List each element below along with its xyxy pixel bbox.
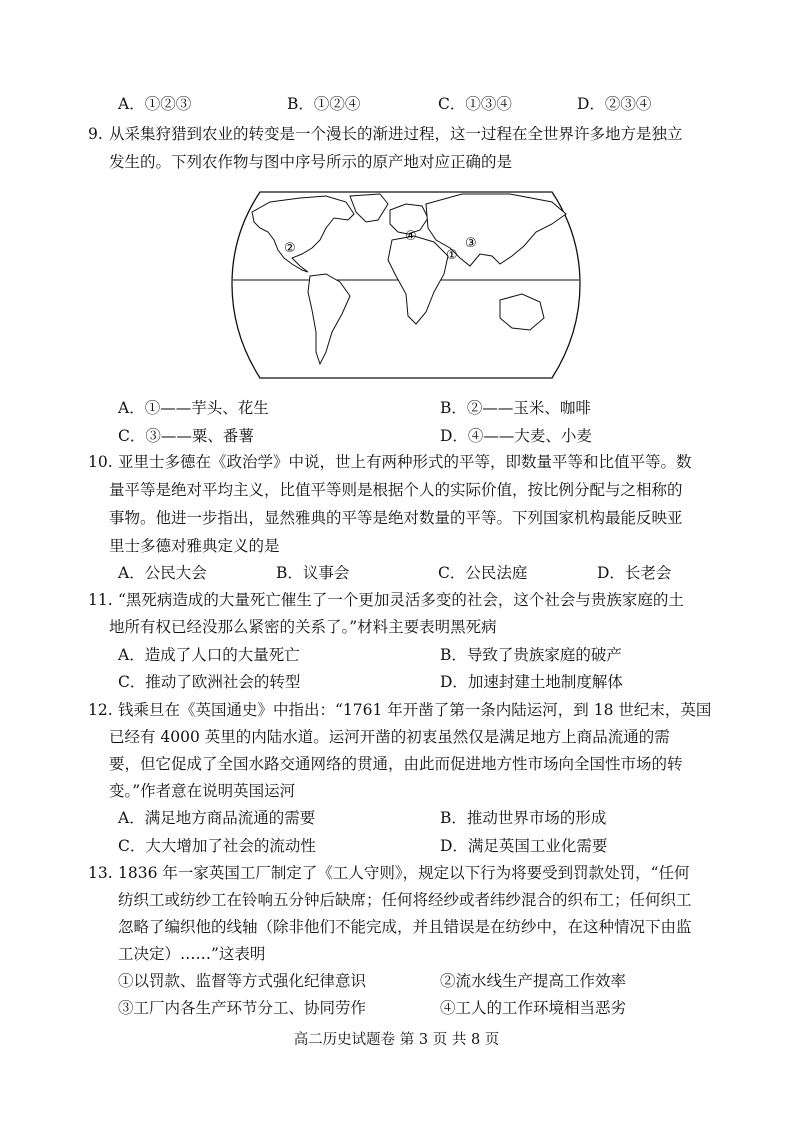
q12-stem-line-3: 要，但它促成了全国水路交通网络的贯通，由此而促进地方性市场向全国性市场的转 (109, 755, 683, 773)
q13-stem-line-4: 工决定）……”这表明 (118, 945, 266, 963)
q12-option-d: D．满足英国工业化需要 (440, 837, 608, 855)
q12-stem-line-2: 已经有 4000 英里的内陆水道。运河开凿的初衷虽然仅是满足地方上商品流通的需 (109, 728, 670, 746)
q10-option-a: A．公民大会 (118, 564, 207, 582)
q13-statement-4: ④工人的工作环境相当恶劣 (440, 999, 627, 1017)
q9-option-b: B．②——玉米、咖啡 (440, 399, 591, 417)
q13-stem-line-2: 纺织工或纺纱工在铃响五分钟后缺席；任何将经纱或者纬纱混合的织布工；任何织工 (118, 891, 692, 909)
q12-stem-line-1: 钱乘旦在《英国通史》中指出：“1761 年开凿了第一条内陆运河，到 18 世纪末，英国 (118, 701, 712, 719)
q13-statement-3: ③工厂内各生产环节分工、协同劳作 (118, 999, 367, 1017)
q9-option-d: D．④——大麦、小麦 (440, 427, 592, 445)
q10-stem-line-3: 事物。他进一步指出，显然雅典的平等是绝对数量的平等。下列国家机构最能反映亚 (109, 509, 683, 527)
marker-4 (405, 229, 417, 244)
q12-option-c: C．大大增加了社会的流动性 (118, 837, 316, 855)
q9-option-c: C．③——粟、番薯 (118, 427, 254, 445)
q11-option-c: C．推动了欧洲社会的转型 (118, 673, 301, 691)
q8-option-c: C．①③④ (438, 95, 512, 113)
q8-option-a: A．①②③ (118, 95, 192, 113)
q11-option-a: A．造成了人口的大量死亡 (118, 646, 300, 664)
marker-1 (446, 248, 458, 263)
world-map (230, 184, 582, 384)
q11-stem-line-2: 地所有权已经没那么紧密的关系了。”材料主要表明黑死病 (109, 618, 497, 636)
q12-option-b: B．推动世界市场的形成 (440, 809, 607, 827)
q12-stem-line-4: 变。”作者意在说明英国运河 (109, 782, 296, 800)
q13-statement-2: ②流水线生产提高工作效率 (440, 972, 627, 990)
q11-stem-line-1: “黑死病造成的大量死亡催生了一个更加灵活多变的社会，这个社会与贵族家庭的土 (118, 591, 684, 609)
q13-stem-line-1: 1836 年一家英国工厂制定了《工人守则》，规定以下行为将要受到罚款处罚，“任何 (118, 864, 690, 882)
marker-3 (465, 236, 477, 251)
q9-number: 9. (88, 125, 103, 143)
q13-stem-line-3: 忽略了编织他的线轴（除非他们不能完成，并且错误是在纺纱中，在这种情况下由监 (118, 918, 692, 936)
q13-number: 13. (88, 864, 113, 882)
q9-stem-line-1: 从采集狩猎到农业的转变是一个漫长的渐进过程，这一过程在全世界许多地方是独立 (109, 125, 683, 143)
q10-option-b: B．议事会 (276, 564, 350, 582)
q10-stem-line-4: 里士多德对雅典定义的是 (109, 537, 280, 555)
q10-stem-line-1: 亚里士多德在《政治学》中说，世上有两种形式的平等，即数量平等和比值平等。数 (118, 453, 692, 471)
q12-option-a: A．满足地方商品流通的需要 (118, 809, 316, 827)
q13-statement-1: ①以罚款、监督等方式强化纪律意识 (118, 972, 367, 990)
q10-option-c: C．公民法庭 (438, 564, 528, 582)
q10-option-d: D．长老会 (597, 564, 672, 582)
svg-text:③: ③ (465, 236, 477, 251)
q11-number: 11. (88, 591, 113, 609)
q8-option-b: B．①②④ (287, 95, 361, 113)
marker-2 (284, 241, 296, 256)
q12-number: 12. (88, 701, 113, 719)
q9-stem-line-2: 发生的。下列农作物与图中序号所示的原产地对应正确的是 (109, 153, 513, 171)
q8-option-d: D．②③④ (577, 95, 652, 113)
q9-option-a: A．①——芋头、花生 (118, 399, 269, 417)
page-footer: 高二历史试题卷 第 3 页 共 8 页 (293, 1032, 500, 1048)
q10-number: 10. (88, 453, 113, 471)
q11-option-b: B．导致了贵族家庭的破产 (440, 646, 622, 664)
q10-stem-line-2: 量平等是绝对平均主义，比值平等则是根据个人的实际价值，按比例分配与之相称的 (109, 481, 683, 499)
svg-text:②: ② (284, 241, 296, 256)
q11-option-d: D．加速封建土地制度解体 (440, 673, 623, 691)
svg-text:①: ① (446, 248, 458, 263)
svg-text:④: ④ (405, 229, 417, 244)
